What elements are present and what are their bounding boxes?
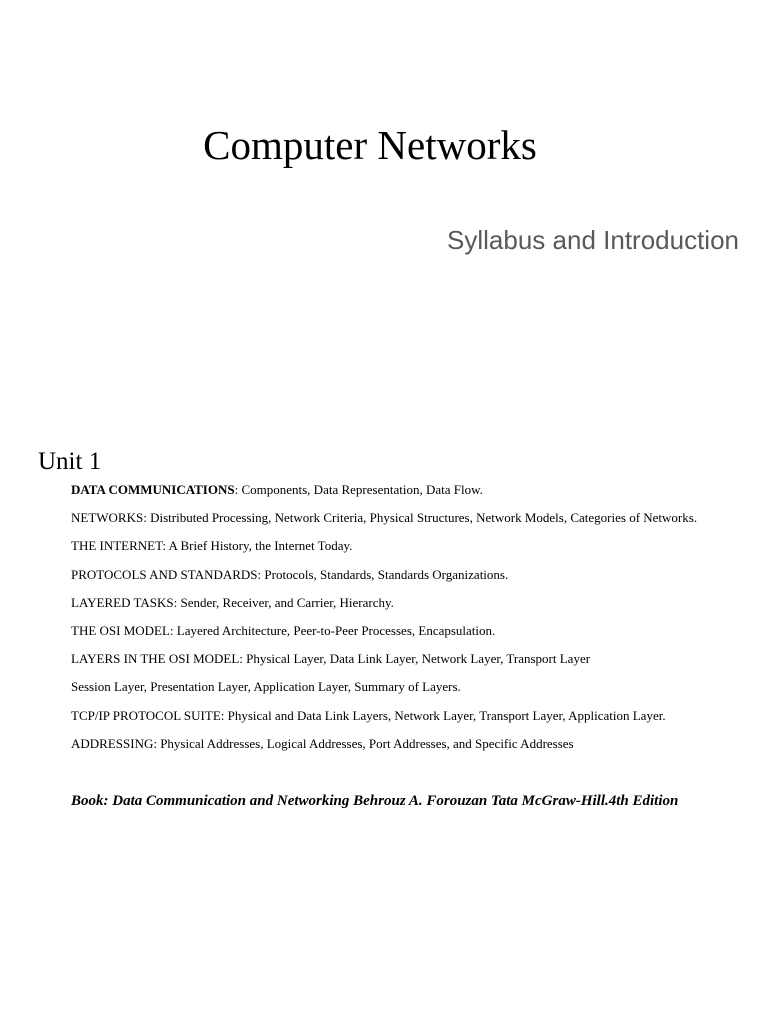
topic-bold-label: DATA COMMUNICATIONS	[71, 482, 235, 497]
topic-text: Session Layer, Presentation Layer, Application Layer, Summary of Layers.	[71, 679, 461, 695]
topic-item	[71, 735, 697, 763]
topic-item	[71, 650, 697, 678]
topic-item	[71, 594, 697, 622]
page-title: Computer Networks	[203, 122, 537, 168]
topic-text: LAYERED TASKS: Sender, Receiver, and Carrier, Hierarchy.	[71, 594, 394, 610]
topic-item	[71, 537, 697, 565]
topic-text: TCP/IP PROTOCOL SUITE: Physical and Data Link Layers, Network Layer, Transport Layer, Application Layer.	[71, 707, 666, 723]
topic-text: LAYERS IN THE OSI MODEL: Physical Layer, Data Link Layer, Network Layer, Transport Layer	[71, 651, 591, 667]
topic-text: THE OSI MODEL: Layered Architecture, Peer-to-Peer Processes, Encapsulation.	[71, 622, 496, 638]
book-reference: Book: Data Communication and Networking Behrouz A. Forouzan Tata McGraw-Hill.4th Edition	[71, 793, 679, 809]
topic-text: : Components, Data Representation, Data Flow.	[234, 482, 483, 497]
page-subtitle: Syllabus and Introduction	[447, 225, 739, 255]
unit-heading: Unit 1	[38, 448, 102, 475]
topic-item	[71, 566, 697, 594]
topic-item	[71, 678, 697, 706]
topic-text: PROTOCOLS AND STANDARDS: Protocols, Standards, Standards Organizations.	[71, 566, 509, 582]
topic-list	[71, 481, 697, 763]
topic-text: ADDRESSING: Physical Addresses, Logical Addresses, Port Addresses, and Specific Addresses	[71, 735, 574, 751]
topic-text: NETWORKS: Distributed Processing, Network Criteria, Physical Structures, Network Models, Categories of Networks.	[71, 510, 698, 526]
topic-item	[71, 509, 697, 537]
topic-text: THE INTERNET: A Brief History, the Internet Today.	[71, 538, 353, 554]
topic-item	[71, 707, 697, 735]
topic-item	[71, 622, 697, 650]
topic-item	[71, 481, 697, 509]
